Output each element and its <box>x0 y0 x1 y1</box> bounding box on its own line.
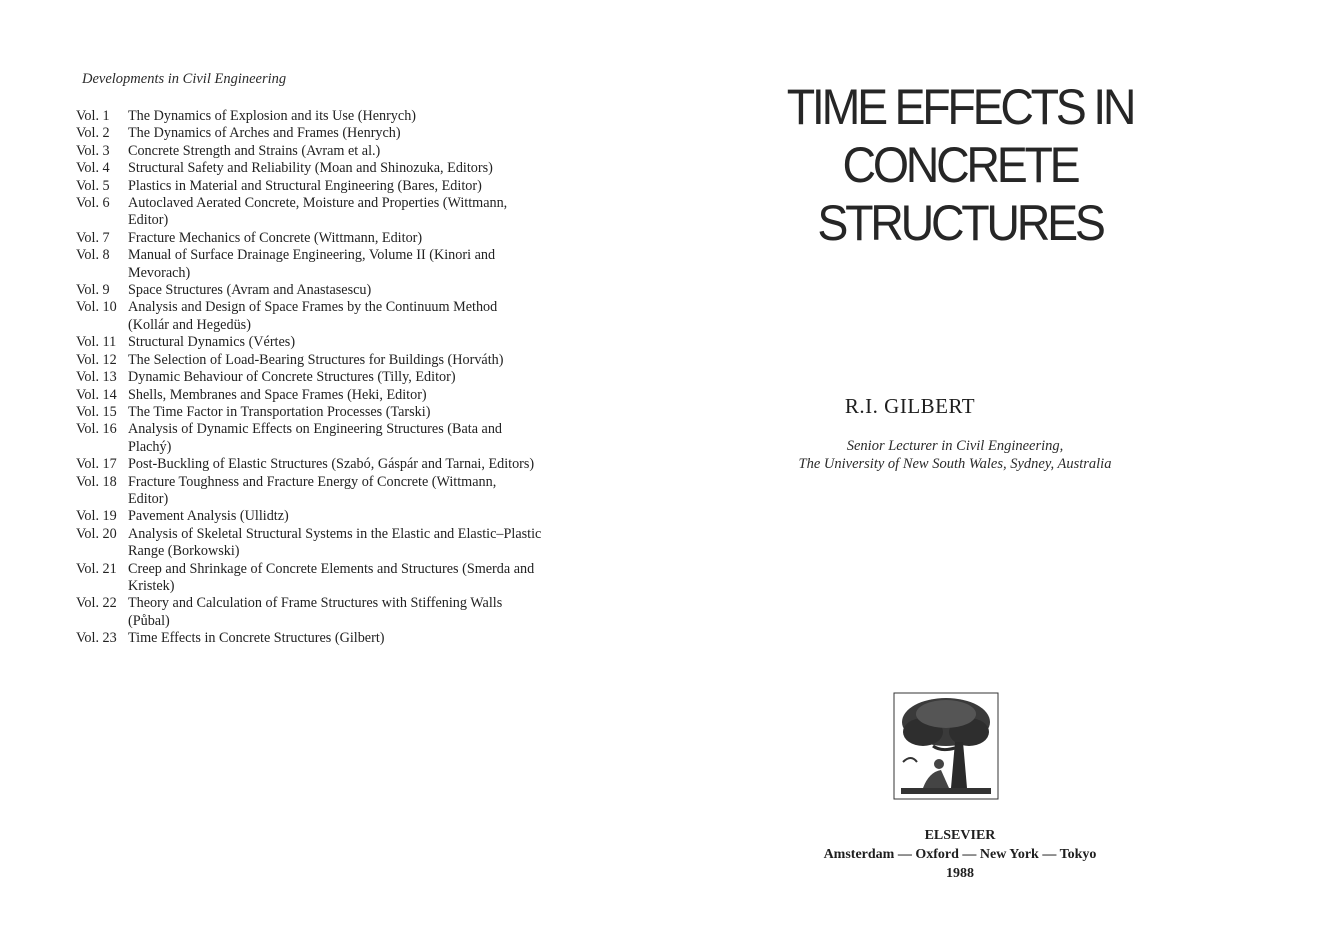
book-title-line-1: TIME EFFECTS IN <box>786 79 1134 135</box>
publisher-cities: Amsterdam — Oxford — New York — Tokyo <box>823 847 1097 862</box>
volume-title: Analysis of Dynamic Effects on Engineering Structures (Bata and <box>128 421 503 438</box>
volume-title: The Selection of Load-Bearing Structures for Buildings (Horváth) <box>128 351 504 368</box>
volume-number: Vol. 1 <box>76 108 110 124</box>
volume-number: Vol. 16 <box>76 421 117 438</box>
volume-number: Vol. 5 <box>76 177 110 194</box>
volume-title: Creep and Shrinkage of Concrete Elements and Structures (Smerda and <box>128 560 535 577</box>
volume-title: Fracture Toughness and Fracture Energy of Concrete (Wittmann, <box>128 473 497 490</box>
volume-number: Vol. 13 <box>76 369 117 386</box>
publisher-name: ELSEVIER <box>924 828 996 843</box>
volume-list <box>76 108 636 648</box>
volume-title: Theory and Calculation of Frame Structures with Stiffening Walls <box>128 595 503 612</box>
volume-number: Vol. 3 <box>76 142 110 159</box>
book-title <box>709 78 1211 252</box>
volume-list-item <box>76 143 636 160</box>
volume-title: Structural Safety and Reliability (Moan and Shinozuka, Editors) <box>128 160 493 177</box>
volume-title: Analysis of Skeletal Structural Systems in the Elastic and Elastic–Plastic <box>128 525 542 542</box>
volume-number: Vol. 11 <box>76 334 117 351</box>
volume-list-item <box>76 334 636 351</box>
volume-list-item <box>76 178 636 195</box>
volume-list-item <box>76 595 636 612</box>
volume-list-item <box>76 247 636 264</box>
volume-list-item <box>76 474 636 491</box>
publisher-block <box>780 826 1140 883</box>
volume-list-item <box>76 526 636 543</box>
affiliation-line-1: Senior Lecturer in Civil Engineering, <box>846 438 1064 454</box>
affiliation-line-2: The University of New South Wales, Sydney, Australia <box>798 456 1112 472</box>
author-affiliation <box>730 437 1180 473</box>
volume-title-continuation: Editor) <box>128 212 169 229</box>
volume-number: Vol. 9 <box>76 282 110 299</box>
volume-list-item <box>76 387 636 404</box>
volume-number: Vol. 8 <box>76 247 110 264</box>
volume-title-continuation: Mevorach) <box>128 264 191 281</box>
volume-title: Autoclaved Aerated Concrete, Moisture and Properties (Wittmann, <box>128 195 508 212</box>
volume-list-item <box>76 456 636 473</box>
volume-number: Vol. 22 <box>76 595 117 612</box>
volume-title: Structural Dynamics (Vértes) <box>128 334 296 351</box>
volume-number: Vol. 15 <box>76 403 117 420</box>
series-title: Developments in Civil Engineering <box>82 71 287 87</box>
volume-number: Vol. 12 <box>76 351 117 368</box>
volume-list-item <box>76 404 636 421</box>
volume-list-item <box>76 630 636 647</box>
volume-number: Vol. 7 <box>76 229 110 246</box>
volume-list-item <box>76 230 636 247</box>
volume-list-item <box>76 561 636 578</box>
author-name: R.I. GILBERT <box>844 394 976 418</box>
volume-title-continuation: Kristek) <box>128 577 175 594</box>
volume-number: Vol. 14 <box>76 386 117 403</box>
volume-title: The Time Factor in Transportation Processes (Tarski) <box>128 403 431 420</box>
elsevier-tree-logo-icon <box>893 692 999 800</box>
volume-number: Vol. 4 <box>76 160 110 177</box>
publication-year: 1988 <box>946 866 974 881</box>
volume-title: Time Effects in Concrete Structures (Gilbert) <box>128 630 385 647</box>
volume-title: Post-Buckling of Elastic Structures (Szabó, Gáspár and Tarnai, Editors) <box>128 456 535 473</box>
volume-list-item <box>76 125 636 142</box>
volume-list-item <box>76 352 636 369</box>
volume-list-item <box>76 421 636 438</box>
book-title-line-2: CONCRETE STRUCTURES <box>817 137 1103 251</box>
volume-number: Vol. 2 <box>76 125 110 142</box>
volume-title: Manual of Surface Drainage Engineering, Volume II (Kinori and <box>128 247 496 264</box>
volume-title: Space Structures (Avram and Anastasescu) <box>128 282 372 299</box>
volume-number: Vol. 6 <box>76 195 110 212</box>
volume-title: Fracture Mechanics of Concrete (Wittmann, Editor) <box>128 229 423 246</box>
volume-number: Vol. 10 <box>76 299 117 316</box>
volume-title: The Dynamics of Arches and Frames (Henrych) <box>128 125 401 142</box>
volume-list-item <box>76 369 636 386</box>
volume-title: Plastics in Material and Structural Engineering (Bares, Editor) <box>128 177 482 194</box>
volume-number: Vol. 21 <box>76 560 117 577</box>
volume-number: Vol. 20 <box>76 525 117 542</box>
volume-list-item <box>76 195 636 212</box>
volume-title: Analysis and Design of Space Frames by the Continuum Method <box>128 299 498 316</box>
volume-list-item <box>76 508 636 525</box>
volume-title-continuation: (Půbal) <box>128 612 170 629</box>
volume-title: Dynamic Behaviour of Concrete Structures (Tilly, Editor) <box>128 369 456 386</box>
volume-list-item <box>76 299 636 316</box>
volume-title-continuation: Range (Borkowski) <box>128 543 240 560</box>
volume-number: Vol. 23 <box>76 630 117 647</box>
volume-title-continuation: Plachý) <box>128 438 172 455</box>
volume-number: Vol. 19 <box>76 508 117 525</box>
volume-title: Concrete Strength and Strains (Avram et al.) <box>128 142 381 159</box>
volume-title: The Dynamics of Explosion and its Use (Henrych) <box>128 108 417 124</box>
volume-title-continuation: (Kollár and Hegedüs) <box>128 316 251 333</box>
volume-title: Pavement Analysis (Ullidtz) <box>128 508 289 525</box>
volume-list-item <box>76 160 636 177</box>
volume-number: Vol. 18 <box>76 473 117 490</box>
volume-list-item <box>76 282 636 299</box>
volume-number: Vol. 17 <box>76 456 117 473</box>
volume-title: Shells, Membranes and Space Frames (Heki, Editor) <box>128 386 427 403</box>
volume-list-item <box>76 108 636 125</box>
volume-title-continuation: Editor) <box>128 490 169 507</box>
